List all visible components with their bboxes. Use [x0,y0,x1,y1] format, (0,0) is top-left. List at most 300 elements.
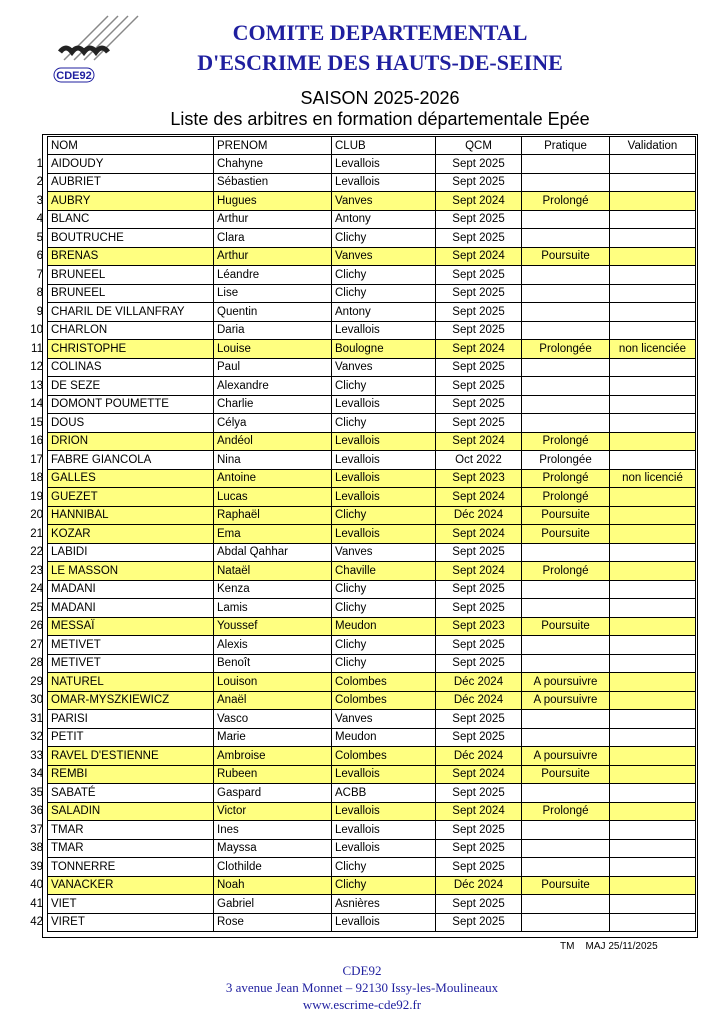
cell-nom: MESSAÏ [48,617,214,636]
cell-qcm: Sept 2025 [436,303,522,322]
cell-qcm: Sept 2025 [436,543,522,562]
table-header-row [24,137,696,155]
table-row [24,895,696,914]
cell-validation [610,821,696,840]
cell-nom: KOZAR [48,525,214,544]
cell-pratique [522,580,610,599]
cell-validation [610,266,696,285]
cell-qcm: Sept 2025 [436,414,522,433]
cell-qcm: Déc 2024 [436,673,522,692]
cell-club: Colombes [332,691,436,710]
cell-prenom: Ambroise [214,747,332,766]
cell-pratique [522,358,610,377]
table-row [24,340,696,359]
table-row [24,802,696,821]
cell-nom: OMAR-MYSZKIEWICZ [48,691,214,710]
cell-club: Levallois [332,765,436,784]
cell-prenom: Nina [214,451,332,470]
cell-pratique: Poursuite [522,247,610,266]
row-number: 14 [30,398,43,411]
cell-pratique: Prolongé [522,802,610,821]
cell-validation [610,784,696,803]
cell-nom: VIET [48,895,214,914]
cell-pratique: Prolongé [522,488,610,507]
row-number: 38 [30,842,43,855]
row-number: 3 [36,194,43,207]
cell-validation [610,506,696,525]
row-number: 21 [30,527,43,540]
cell-prenom: Antoine [214,469,332,488]
cell-club: Clichy [332,266,436,285]
cell-club: ACBB [332,784,436,803]
row-number: 41 [30,897,43,910]
row-number: 18 [30,472,43,485]
cell-qcm: Sept 2025 [436,173,522,192]
cell-pratique: Prolongé [522,469,610,488]
cell-qcm: Sept 2023 [436,469,522,488]
row-number: 7 [36,268,43,281]
table-row [24,210,696,229]
column-header-nom: NOM [48,137,214,155]
cell-validation [610,673,696,692]
cell-qcm: Sept 2024 [436,765,522,784]
cell-prenom: Louison [214,673,332,692]
row-number: 8 [36,287,43,300]
cell-validation [610,303,696,322]
cell-prenom: Lise [214,284,332,303]
cell-validation [610,562,696,581]
cell-club: Clichy [332,876,436,895]
row-number: 31 [30,712,43,725]
list-subtitle: Liste des arbitres en formation départementale Epée [170,109,590,129]
cell-validation [610,617,696,636]
page-title-line2: D'ESCRIME DES HAUTS-DE-SEINE [197,50,563,75]
cell-nom: AUBRY [48,192,214,211]
cell-club: Clichy [332,858,436,877]
cell-club: Levallois [332,488,436,507]
table-row [24,284,696,303]
table-row [24,303,696,322]
cell-pratique [522,414,610,433]
row-number: 28 [30,657,43,670]
cell-prenom: Arthur [214,247,332,266]
table-row [24,266,696,285]
table-row [24,525,696,544]
cell-nom: DE SEZE [48,377,214,396]
row-number: 22 [30,546,43,559]
cell-pratique [522,229,610,248]
table-row [24,673,696,692]
cell-validation [610,488,696,507]
cell-prenom: Louise [214,340,332,359]
table-row [24,710,696,729]
cell-prenom: Rubeen [214,765,332,784]
cell-club: Levallois [332,321,436,340]
row-number: 25 [30,601,43,614]
table-row [24,432,696,451]
table-row [24,747,696,766]
cell-pratique [522,173,610,192]
page-title-line1: COMITE DEPARTEMENTAL [232,20,528,45]
row-number: 5 [36,231,43,244]
cell-qcm: Sept 2025 [436,710,522,729]
cell-club: Boulogne [332,340,436,359]
cell-qcm: Sept 2024 [436,340,522,359]
cell-validation [610,321,696,340]
footer-website[interactable]: www.escrime-cde92.fr [302,997,422,1012]
cell-validation [610,210,696,229]
row-number: 36 [30,805,43,818]
cell-qcm: Déc 2024 [436,506,522,525]
cell-club: Levallois [332,839,436,858]
cell-qcm: Oct 2022 [436,451,522,470]
cell-prenom: Marie [214,728,332,747]
cell-nom: PETIT [48,728,214,747]
table-row [24,654,696,673]
cell-nom: LE MASSON [48,562,214,581]
row-number: 10 [30,324,43,337]
cell-prenom: Célya [214,414,332,433]
cell-prenom: Arthur [214,210,332,229]
row-number: 24 [30,583,43,596]
cell-validation [610,395,696,414]
cell-club: Vanves [332,543,436,562]
season-label: SAISON 2025-2026 [300,88,460,108]
cell-qcm: Sept 2024 [436,802,522,821]
row-number: 6 [36,250,43,263]
table-row [24,247,696,266]
cell-qcm: Sept 2024 [436,247,522,266]
row-number: 34 [30,768,43,781]
cell-validation [610,451,696,470]
cell-qcm: Sept 2025 [436,395,522,414]
cell-club: Levallois [332,451,436,470]
cde92-logo [46,12,156,92]
cell-pratique [522,654,610,673]
cell-pratique [522,284,610,303]
cell-qcm: Sept 2025 [436,654,522,673]
table-row [24,543,696,562]
column-header-club: CLUB [332,137,436,155]
cell-club: Levallois [332,469,436,488]
table-row [24,784,696,803]
row-number: 29 [30,675,43,688]
cell-validation [610,654,696,673]
cell-prenom: Ines [214,821,332,840]
cell-club: Meudon [332,728,436,747]
cell-nom: TONNERRE [48,858,214,877]
cell-nom: BRENAS [48,247,214,266]
cell-qcm: Sept 2024 [436,562,522,581]
cell-qcm: Sept 2025 [436,377,522,396]
cell-validation [610,765,696,784]
cell-pratique [522,303,610,322]
cell-qcm: Déc 2024 [436,876,522,895]
row-number: 42 [30,916,43,929]
cell-prenom: Andéol [214,432,332,451]
cell-validation [610,876,696,895]
cell-pratique: A poursuivre [522,747,610,766]
cell-validation [610,710,696,729]
cell-qcm: Sept 2024 [436,488,522,507]
table-row [24,913,696,932]
table-row [24,562,696,581]
row-number: 27 [30,638,43,651]
cell-club: Clichy [332,654,436,673]
cell-validation [610,525,696,544]
cell-validation [610,858,696,877]
cell-prenom: Charlie [214,395,332,414]
table-row [24,358,696,377]
table-row [24,839,696,858]
row-number: 11 [31,342,43,355]
cell-club: Colombes [332,747,436,766]
cell-prenom: Clara [214,229,332,248]
cell-prenom: Alexis [214,636,332,655]
cell-qcm: Sept 2025 [436,266,522,285]
row-number: 12 [30,361,43,374]
cell-nom: BRUNEEL [48,284,214,303]
cell-qcm: Sept 2023 [436,617,522,636]
cell-pratique [522,210,610,229]
cell-pratique [522,728,610,747]
cell-club: Asnières [332,895,436,914]
cell-nom: CHARLON [48,321,214,340]
row-number: 33 [30,749,43,762]
row-number: 13 [30,379,43,392]
cell-prenom: Victor [214,802,332,821]
cell-nom: SALADIN [48,802,214,821]
cell-prenom: Alexandre [214,377,332,396]
cell-qcm: Sept 2025 [436,321,522,340]
cell-pratique: Prolongé [522,432,610,451]
cell-pratique [522,266,610,285]
cell-nom: NATUREL [48,673,214,692]
row-number: 20 [30,509,43,522]
cell-prenom: Mayssa [214,839,332,858]
cell-prenom: Nataël [214,562,332,581]
row-number: 15 [30,416,43,429]
table-row [24,488,696,507]
table-row [24,691,696,710]
referee-table [24,136,696,932]
cell-qcm: Déc 2024 [436,747,522,766]
cell-validation [610,913,696,932]
cell-nom: VANACKER [48,876,214,895]
cell-club: Vanves [332,192,436,211]
cell-qcm: Sept 2024 [436,192,522,211]
cell-pratique [522,321,610,340]
table-row [24,377,696,396]
cell-club: Vanves [332,358,436,377]
cell-nom: VIRET [48,913,214,932]
cell-club: Levallois [332,913,436,932]
cell-pratique: Prolongée [522,451,610,470]
cell-pratique [522,858,610,877]
cell-qcm: Sept 2025 [436,599,522,618]
cell-qcm: Sept 2025 [436,284,522,303]
cell-prenom: Kenza [214,580,332,599]
table-row [24,395,696,414]
cell-qcm: Sept 2025 [436,895,522,914]
cell-nom: BRUNEEL [48,266,214,285]
cell-validation [610,636,696,655]
cell-qcm: Sept 2025 [436,784,522,803]
cell-validation [610,599,696,618]
footer-org: CDE92 [342,963,382,978]
cell-nom: TMAR [48,821,214,840]
cell-club: Colombes [332,673,436,692]
cell-validation [610,895,696,914]
cell-validation [610,580,696,599]
cell-club: Antony [332,210,436,229]
cell-club: Levallois [332,821,436,840]
cell-nom: REMBI [48,765,214,784]
cell-prenom: Vasco [214,710,332,729]
cell-qcm: Sept 2025 [436,728,522,747]
row-number: 37 [30,823,43,836]
cell-validation [610,839,696,858]
cell-prenom: Quentin [214,303,332,322]
cell-nom: AUBRIET [48,173,214,192]
cell-prenom: Lamis [214,599,332,618]
row-number: 23 [30,564,43,577]
cell-validation [610,377,696,396]
cell-nom: CHARIL DE VILLANFRAY [48,303,214,322]
cell-club: Clichy [332,580,436,599]
row-number: 32 [30,731,43,744]
cell-validation [610,543,696,562]
cell-validation [610,432,696,451]
cell-nom: GUEZET [48,488,214,507]
cell-pratique: A poursuivre [522,673,610,692]
cell-prenom: Gabriel [214,895,332,914]
cell-club: Clichy [332,636,436,655]
table-row [24,506,696,525]
row-number: 19 [30,490,43,503]
cell-pratique [522,155,610,174]
table-row [24,821,696,840]
column-header-validation: Validation [610,137,696,155]
table-row [24,617,696,636]
cell-qcm: Sept 2024 [436,525,522,544]
cell-prenom: Sébastien [214,173,332,192]
cell-validation [610,229,696,248]
cell-validation [610,728,696,747]
column-header-pratique: Pratique [522,137,610,155]
cell-club: Levallois [332,432,436,451]
cell-pratique [522,839,610,858]
cell-prenom: Ema [214,525,332,544]
cell-nom: DRION [48,432,214,451]
row-number: 30 [30,694,43,707]
cell-pratique: Poursuite [522,765,610,784]
cell-prenom: Noah [214,876,332,895]
cell-qcm: Sept 2025 [436,821,522,840]
cell-qcm: Sept 2025 [436,358,522,377]
table-row [24,173,696,192]
cell-nom: BLANC [48,210,214,229]
cell-nom: CHRISTOPHE [48,340,214,359]
cell-club: Levallois [332,155,436,174]
cell-nom: METIVET [48,654,214,673]
cell-qcm: Sept 2024 [436,432,522,451]
cell-club: Clichy [332,377,436,396]
cell-nom: METIVET [48,636,214,655]
cell-validation [610,155,696,174]
table-row [24,876,696,895]
cell-pratique [522,599,610,618]
row-number: 1 [36,157,43,170]
cell-prenom: Benoît [214,654,332,673]
cell-pratique [522,377,610,396]
table-row [24,469,696,488]
cell-validation [610,414,696,433]
cell-club: Clichy [332,284,436,303]
cell-pratique [522,710,610,729]
table-row [24,728,696,747]
cell-pratique [522,895,610,914]
cell-pratique: Prolongée [522,340,610,359]
cell-nom: DOUS [48,414,214,433]
cell-club: Meudon [332,617,436,636]
cell-qcm: Sept 2025 [436,155,522,174]
table-row [24,451,696,470]
column-header-prenom: PRENOM [214,137,332,155]
cell-validation [610,284,696,303]
cell-nom: DOMONT POUMETTE [48,395,214,414]
cell-qcm: Sept 2025 [436,210,522,229]
cell-prenom: Daria [214,321,332,340]
cell-nom: PARISI [48,710,214,729]
cell-qcm: Sept 2025 [436,580,522,599]
cell-qcm: Sept 2025 [436,229,522,248]
cell-nom: MADANI [48,599,214,618]
footer-address: 3 avenue Jean Monnet – 92130 Issy-les-Moulineaux [225,980,499,995]
table-row [24,229,696,248]
cell-pratique [522,543,610,562]
row-number: 39 [30,860,43,873]
table-row [24,580,696,599]
cell-prenom: Gaspard [214,784,332,803]
cell-pratique [522,784,610,803]
cell-nom: GALLES [48,469,214,488]
row-number: 16 [30,435,43,448]
cell-prenom: Raphaël [214,506,332,525]
cell-qcm: Sept 2025 [436,858,522,877]
table-row [24,858,696,877]
index-header [24,137,48,155]
cell-nom: AIDOUDY [48,155,214,174]
cell-pratique: Poursuite [522,525,610,544]
row-number: 9 [36,305,43,318]
cell-club: Levallois [332,802,436,821]
cell-validation [610,173,696,192]
cell-club: Antony [332,303,436,322]
cell-nom: BOUTRUCHE [48,229,214,248]
cell-prenom: Youssef [214,617,332,636]
logo-text: CDE92 [56,70,92,82]
cell-qcm: Sept 2025 [436,913,522,932]
cell-prenom: Lucas [214,488,332,507]
referee-table-body [24,137,696,932]
row-number: 35 [30,786,43,799]
cell-nom: FABRE GIANCOLA [48,451,214,470]
update-note: TM MAJ 25/11/2025 [560,941,658,952]
cell-prenom: Rose [214,913,332,932]
cell-nom: HANNIBAL [48,506,214,525]
cell-qcm: Déc 2024 [436,691,522,710]
